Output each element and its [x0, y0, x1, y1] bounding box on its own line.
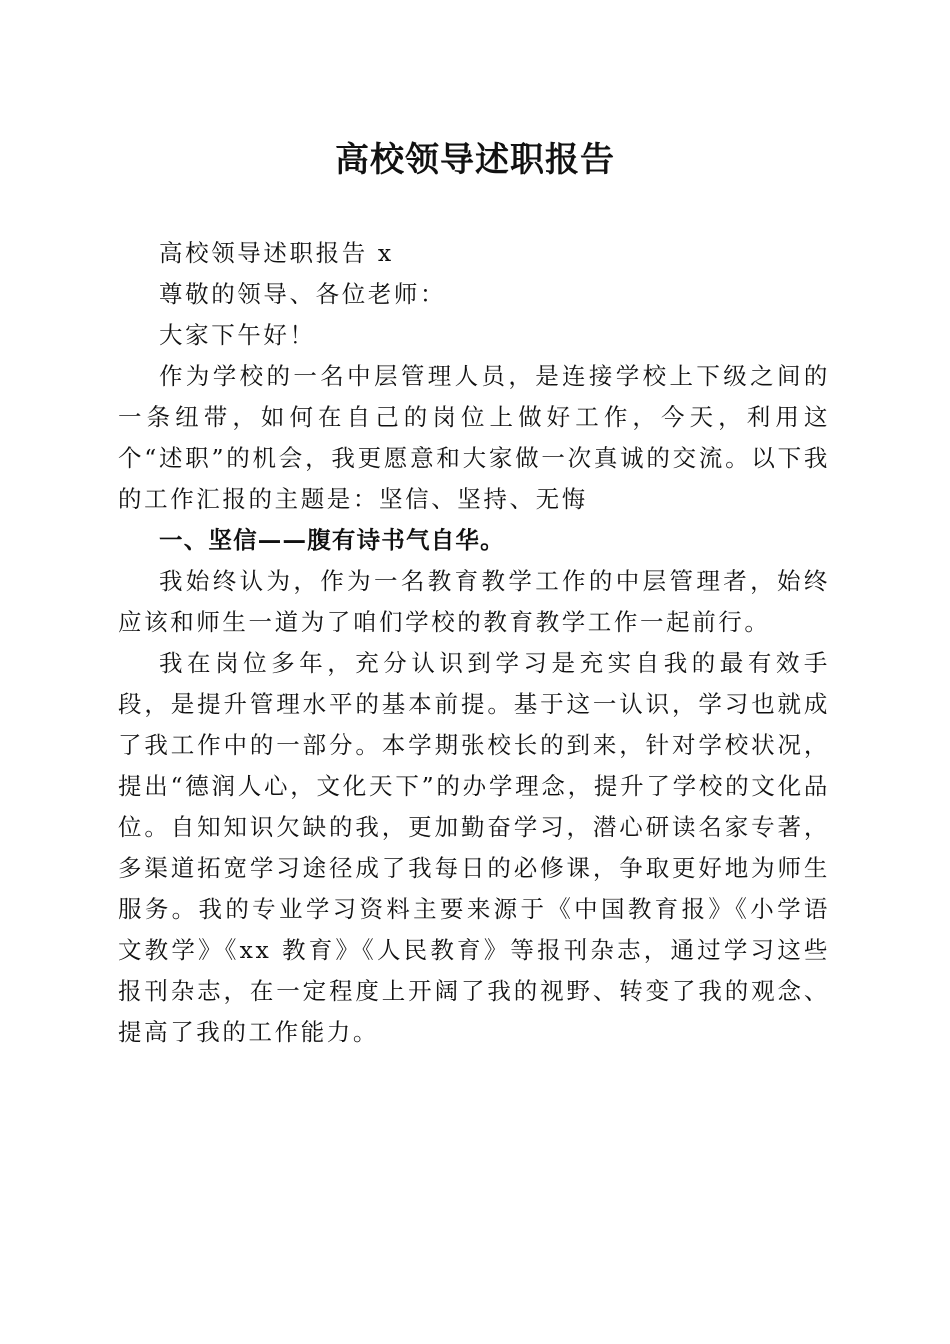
- section-heading: 一、坚信——腹有诗书气自华。: [159, 526, 505, 554]
- salutation: 尊敬的领导、各位老师：: [159, 280, 447, 308]
- intro-paragraph: 作为学校的一名中层管理人员，是连接学校上下级之间的一条纽带，如何在自己的岗位上做好工作，今天，利用这个“述职”的机会，我更愿意和大家做一次真诚的交流。以下我的工作汇报的主题是：坚信、坚持、无悔: [118, 362, 830, 513]
- document-title: 高校领导述职报告: [335, 140, 615, 180]
- body-paragraph: 我始终认为，作为一名教育教学工作的中层管理者，始终应该和师生一道为了咱们学校的教育教学工作一起前行。: [118, 567, 830, 636]
- greeting: 大家下午好！: [159, 321, 316, 349]
- document-body: [118, 233, 830, 1053]
- report-label: 高校领导述职报告 x: [159, 239, 394, 267]
- body-paragraph: 我在岗位多年，充分认识到学习是充实自我的最有效手段，是提升管理水平的基本前提。基于这一认识，学习也就成了我工作中的一部分。本学期张校长的到来，针对学校状况，提出“德润人心，文化天下”的办学理念，提升了学校的文化品位。自知知识欠缺的我，更加勤奋学习，潜心研读名家专著，多渠道拓宽学习途径成了我每日的必修课，争取更好地为师生服务。我的专业学习资料主要来源于《中国教育报》《小学语文教学》《xx 教育》《人民教育》等报刊杂志，通过学习这些报刊杂志，在一定程度上开阔了我的视野、转变了我的观念、提高了我的工作能力。: [118, 649, 830, 1046]
